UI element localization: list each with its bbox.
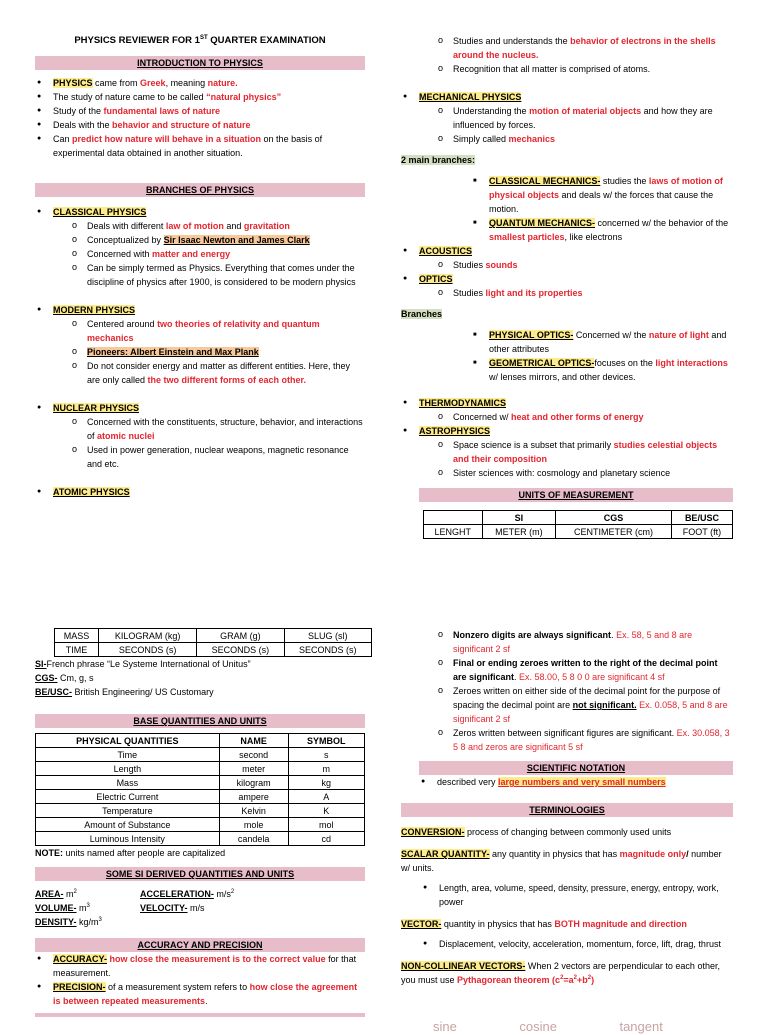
table-cell: second xyxy=(219,748,288,762)
table-cell: mole xyxy=(219,818,288,832)
table-cell: kg xyxy=(288,776,364,790)
optics-branches-label: Branches xyxy=(401,309,443,319)
derived-item: ACCELERATION- $m/s^2$ xyxy=(140,889,235,899)
table-cell: METER (m) xyxy=(482,525,555,539)
vector-examples: ● Displacement, velocity, acceleration, momentum, force, lift, drag, thrust xyxy=(421,937,733,951)
table-row xyxy=(36,804,365,818)
precision-item: ● PRECISION- of a measurement system refers to how close the agreement is between repeated measurements. xyxy=(35,980,365,1008)
table-cell: Amount of Substance xyxy=(36,818,220,832)
intro-item: ● The study of nature came to be called “natural physics” xyxy=(35,90,365,104)
table-row xyxy=(36,818,365,832)
units-header: UNITS OF MEASUREMENT xyxy=(419,488,733,502)
classical-physics-item: ● CLASSICAL PHYSICS xyxy=(35,205,365,219)
intro-item: ● PHYSICS came from Greek, meaning nature. xyxy=(35,76,365,90)
table-cell: s xyxy=(288,748,364,762)
intro-item: ● Study of the fundamental laws of nature xyxy=(35,104,365,118)
branches-header: BRANCHES OF PHYSICS xyxy=(35,183,365,197)
branch-item: ■ CLASSICAL MECHANICS- studies the laws of motion of physical objects and deals w/ the forces that cause the motion. xyxy=(401,174,733,216)
sigfig-rule: o Nonzero digits are always significant. Ex. 58, 5 and 8 are significant 2 sf xyxy=(401,628,733,656)
units-table-bottom xyxy=(54,628,372,657)
table-cell: Luminous Intensity xyxy=(36,832,220,846)
branch-item: ■ QUANTUM MECHANICS- concerned w/ the behavior of the smallest particles, like electrons xyxy=(401,216,733,244)
table-header: NAME xyxy=(219,734,288,748)
table-cell: LENGHT xyxy=(424,525,483,539)
table-header: SI xyxy=(482,511,555,525)
table-cell: Time xyxy=(36,748,220,762)
derived-item: VELOCITY- m/s xyxy=(140,903,205,913)
intro-item: ● Can predict how nature will behave in a situation on the basis of experimental data obtained in another situation. xyxy=(35,132,365,160)
sub-item: o Studies and understands the behavior of electrons in the shells around the nucleus. xyxy=(401,34,733,62)
table-cell: m xyxy=(288,762,364,776)
table-header: CGS xyxy=(556,511,672,525)
derived-item: DENSITY- $kg/m^3$ xyxy=(35,917,102,927)
table-cell: SLUG (sl) xyxy=(284,629,371,643)
scalar-term: SCALAR QUANTITY- any quantity in physics that has magnitude only/ number w/ units. xyxy=(401,849,722,873)
left-bottom-column xyxy=(35,628,365,1017)
non-collinear-term: NON-COLLINEAR VECTORS- When 2 vectors are perpendicular to each other, you must use Pythagorean theorem $(c^2=a^2+b^2)$ xyxy=(401,961,720,985)
table-cell: Kelvin xyxy=(219,804,288,818)
table-cell: candela xyxy=(219,832,288,846)
table-cell: SECONDS (s) xyxy=(284,643,371,657)
intro-item: ● Deals with the behavior and structure of nature xyxy=(35,118,365,132)
table-cell: Mass xyxy=(36,776,220,790)
page-title: PHYSICS REVIEWER FOR 1ST QUARTER EXAMINATION xyxy=(74,34,326,46)
table-row xyxy=(36,748,365,762)
derived-header: SOME SI DERIVED QUANTITIES AND UNITS xyxy=(35,867,365,881)
table-cell: GRAM (g) xyxy=(197,629,284,643)
table-row xyxy=(424,511,733,525)
scientific-item: ● described very large numbers and very small numbers xyxy=(419,775,733,789)
table-cell: Electric Current xyxy=(36,790,220,804)
units-table-top xyxy=(423,510,733,539)
branch-item: ■ PHYSICAL OPTICS- Concerned w/ the nature of light and other attributes xyxy=(401,328,733,356)
sub-item: o Pioneers: Albert Einstein and Max Plank xyxy=(35,345,365,359)
table-cell: Length xyxy=(36,762,220,776)
sub-item: o Simply called mechanics xyxy=(401,132,733,146)
sub-item: o Sister sciences with: cosmology and planetary science xyxy=(401,466,733,480)
table-row xyxy=(424,525,733,539)
atomic-physics-item: ● ATOMIC PHYSICS xyxy=(35,485,365,499)
conversion-term: CONVERSION- process of changing between commonly used units xyxy=(401,827,672,837)
table-header: SYMBOL xyxy=(288,734,364,748)
right-bottom-column xyxy=(401,628,733,1034)
table-cell: SECONDS (s) xyxy=(99,643,197,657)
accuracy-header: ACCURACY AND PRECISION xyxy=(35,938,365,952)
modern-physics-item: ● MODERN PHYSICS xyxy=(35,303,365,317)
base-table xyxy=(35,733,365,846)
sub-item: o Studies sounds xyxy=(401,258,733,272)
table-cell: kilogram xyxy=(219,776,288,790)
table-cell: mol xyxy=(288,818,364,832)
sub-item: o Conceptualized by Sir Isaac Newton and James Clark xyxy=(35,233,365,247)
table-row xyxy=(36,734,365,748)
sub-item: o Do not consider energy and matter as different entities. Here, they are only called the two different forms of each other. xyxy=(35,359,365,387)
table-header: PHYSICAL QUANTITIES xyxy=(36,734,220,748)
derived-quantities xyxy=(35,887,365,929)
unit-note: BE/USC- British Engineering/ US Customary xyxy=(35,687,214,697)
intro-header: INTRODUCTION TO PHYSICS xyxy=(35,56,365,70)
table-row xyxy=(36,790,365,804)
terminologies-header: TERMINOLOGIES xyxy=(401,803,733,817)
main-branches-label: 2 main branches: xyxy=(401,155,476,165)
scientific-header: SCIENTIFIC NOTATION xyxy=(419,761,733,775)
sub-item: o Recognition that all matter is comprised of atoms. xyxy=(401,62,733,76)
scalar-examples: ● Length, area, volume, speed, density, pressure, energy, entropy, work, power xyxy=(421,881,733,909)
table-cell: CENTIMETER (cm) xyxy=(556,525,672,539)
astrophysics-item: ● ASTROPHYSICS xyxy=(401,424,733,438)
sub-item: o Deals with different law of motion and gravitation xyxy=(35,219,365,233)
base-header: BASE QUANTITIES AND UNITS xyxy=(35,714,365,728)
table-cell: cd xyxy=(288,832,364,846)
table-row xyxy=(36,776,365,790)
cut-off-line: sine cosine tangent xyxy=(433,1019,663,1034)
sub-item: o Studies light and its properties xyxy=(401,286,733,300)
table-header xyxy=(424,511,483,525)
accuracy-item: ● ACCURACY- how close the measurement is to the correct value for that measurement. xyxy=(35,952,365,980)
table-cell: K xyxy=(288,804,364,818)
sub-item: o Concerned with the constituents, structure, behavior, and interactions of atomic nuclei xyxy=(35,415,365,443)
table-cell: A xyxy=(288,790,364,804)
sub-item: o Used in power generation, nuclear weapons, magnetic resonance and etc. xyxy=(35,443,365,471)
nuclear-physics-item: ● NUCLEAR PHYSICS xyxy=(35,401,365,415)
next-section-bar xyxy=(35,1013,365,1017)
sigfig-rule: o Zeroes written on either side of the decimal point for the purpose of spacing the decimal point are not significant. Ex. 0.058, 5 and 8 are significant 2 sf xyxy=(401,684,733,726)
sub-item: o Can be simply termed as Physics. Everything that comes under the discipline of physics after 1900, is considered to be modern physics xyxy=(35,261,365,289)
sub-item: o Understanding the motion of material objects and how they are influenced by forces. xyxy=(401,104,733,132)
optics-item: ● OPTICS xyxy=(401,272,733,286)
table-row xyxy=(55,643,372,657)
sub-item: o Space science is a subset that primarily studies celestial objects and their composition xyxy=(401,438,733,466)
table-row xyxy=(36,762,365,776)
table-cell: ampere xyxy=(219,790,288,804)
table-cell: KILOGRAM (kg) xyxy=(99,629,197,643)
derived-item: AREA- $m^2$ xyxy=(35,889,77,899)
table-cell: meter xyxy=(219,762,288,776)
mechanical-physics-item: ● MECHANICAL PHYSICS xyxy=(401,90,733,104)
table-cell: Temperature xyxy=(36,804,220,818)
thermodynamics-item: ● THERMODYNAMICS xyxy=(401,396,733,410)
sub-item: o Centered around two theories of relativity and quantum mechanics xyxy=(35,317,365,345)
right-top-column xyxy=(401,34,733,539)
base-note: NOTE: units named after people are capitalized xyxy=(35,848,226,858)
sigfig-rule: o Final or ending zeroes written to the right of the decimal point are significant. Ex. 58.00, 5 8 0 0 are significant 4 sf xyxy=(401,656,733,684)
sub-item: o Concerned w/ heat and other forms of energy xyxy=(401,410,733,424)
table-cell: TIME xyxy=(55,643,99,657)
left-top-column xyxy=(35,34,365,499)
table-header: BE/USC xyxy=(671,511,732,525)
table-cell: FOOT (ft) xyxy=(671,525,732,539)
table-row xyxy=(55,629,372,643)
table-cell: MASS xyxy=(55,629,99,643)
derived-item: VOLUME- $m^3$ xyxy=(35,903,90,913)
table-cell: SECONDS (s) xyxy=(197,643,284,657)
sigfig-rule: o Zeros written between significant figures are significant. Ex. 30.058, 3 5 8 and zeros are significant 5 sf xyxy=(401,726,733,754)
unit-note: SI-French phrase “Le Systeme International of Unitus” xyxy=(35,659,251,669)
acoustics-item: ● ACOUSTICS xyxy=(401,244,733,258)
sub-item: o Concerned with matter and energy xyxy=(35,247,365,261)
unit-note: CGS- Cm, g, s xyxy=(35,673,94,683)
table-row xyxy=(36,832,365,846)
vector-term: VECTOR- quantity in physics that has BOTH magnitude and direction xyxy=(401,919,687,929)
branch-item: ■ GEOMETRICAL OPTICS-focuses on the light interactions w/ lenses mirrors, and other devices. xyxy=(401,356,733,384)
